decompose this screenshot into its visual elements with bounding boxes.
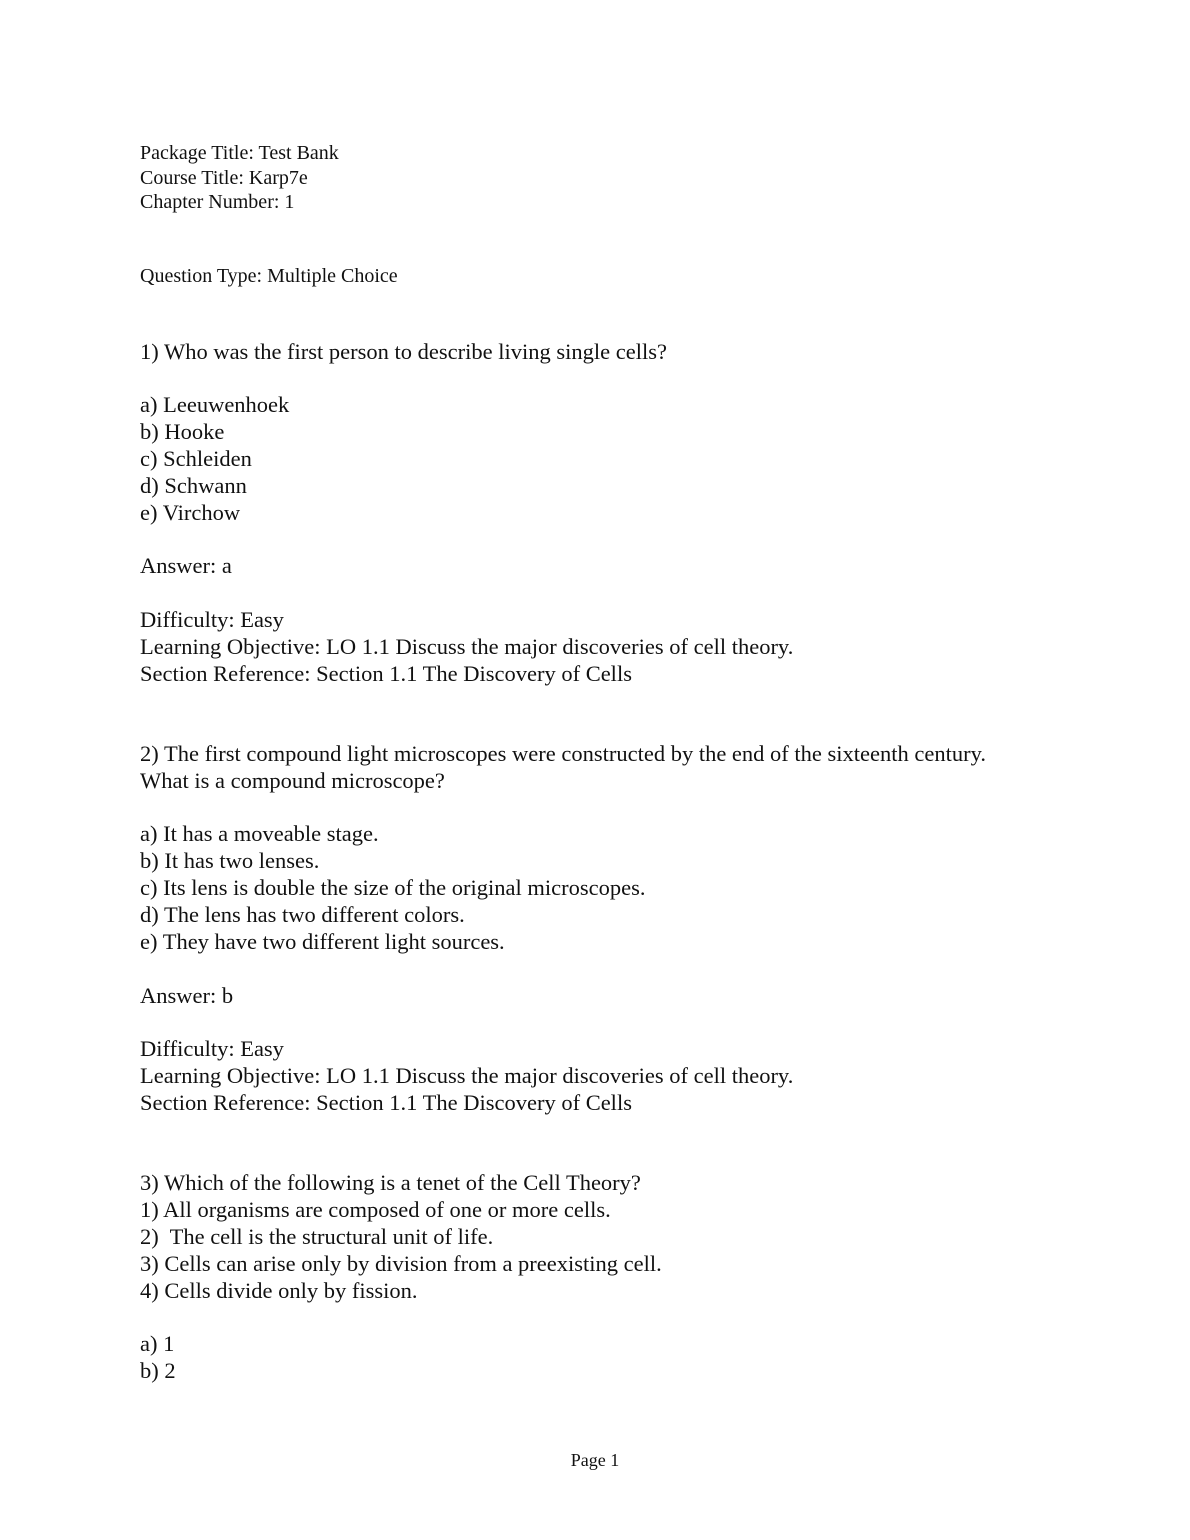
page-number: Page 1 bbox=[570, 1450, 620, 1470]
question-1-prompt: 1) Who was the first person to describe living single cells? bbox=[140, 339, 667, 364]
question-1-difficulty: Difficulty: Easy bbox=[140, 607, 284, 632]
question-3-prompt: 3) Which of the following is a tenet of the Cell Theory? bbox=[140, 1170, 641, 1195]
question-3-statement-4: 4) Cells divide only by fission. bbox=[140, 1278, 418, 1303]
question-2-prompt-line-1: 2) The first compound light microscopes were constructed by the end of the sixteenth century. bbox=[140, 741, 987, 766]
question-2-option-e: e) They have two different light sources. bbox=[140, 929, 505, 954]
question-2-learning-objective: Learning Objective: LO 1.1 Discuss the major discoveries of cell theory. bbox=[140, 1063, 794, 1088]
question-2-option-b: b) It has two lenses. bbox=[140, 848, 320, 873]
question-2-section-reference: Section Reference: Section 1.1 The Discovery of Cells bbox=[140, 1090, 632, 1115]
question-3-statement-3: 3) Cells can arise only by division from a preexisting cell. bbox=[140, 1251, 662, 1276]
question-1-option-e: e) Virchow bbox=[140, 500, 241, 525]
question-2-option-d: d) The lens has two different colors. bbox=[140, 902, 465, 927]
question-2-difficulty: Difficulty: Easy bbox=[140, 1036, 284, 1061]
question-1-option-d: d) Schwann bbox=[140, 473, 247, 498]
question-2-option-a: a) It has a moveable stage. bbox=[140, 821, 379, 846]
question-1-option-c: c) Schleiden bbox=[140, 446, 252, 471]
package-title: Package Title: Test Bank bbox=[140, 142, 339, 164]
question-2-prompt-line-2: What is a compound microscope? bbox=[140, 768, 445, 793]
question-3-statement-1: 1) All organisms are composed of one or more cells. bbox=[140, 1197, 611, 1222]
question-2-answer: Answer: b bbox=[140, 983, 234, 1008]
course-title: Course Title: Karp7e bbox=[140, 167, 308, 189]
question-1-option-b: b) Hooke bbox=[140, 419, 225, 444]
question-2-option-c: c) Its lens is double the size of the original microscopes. bbox=[140, 875, 646, 900]
question-1-section-reference: Section Reference: Section 1.1 The Discovery of Cells bbox=[140, 661, 632, 686]
question-3-statement-2: 2) The cell is the structural unit of life. bbox=[140, 1224, 494, 1249]
question-3-option-b: b) 2 bbox=[140, 1358, 176, 1383]
question-1-answer: Answer: a bbox=[140, 553, 232, 578]
chapter-number: Chapter Number: 1 bbox=[140, 191, 295, 213]
question-1-option-a: a) Leeuwenhoek bbox=[140, 392, 290, 417]
question-3-option-a: a) 1 bbox=[140, 1331, 175, 1356]
question-1-learning-objective: Learning Objective: LO 1.1 Discuss the major discoveries of cell theory. bbox=[140, 634, 794, 659]
question-type: Question Type: Multiple Choice bbox=[140, 265, 398, 287]
